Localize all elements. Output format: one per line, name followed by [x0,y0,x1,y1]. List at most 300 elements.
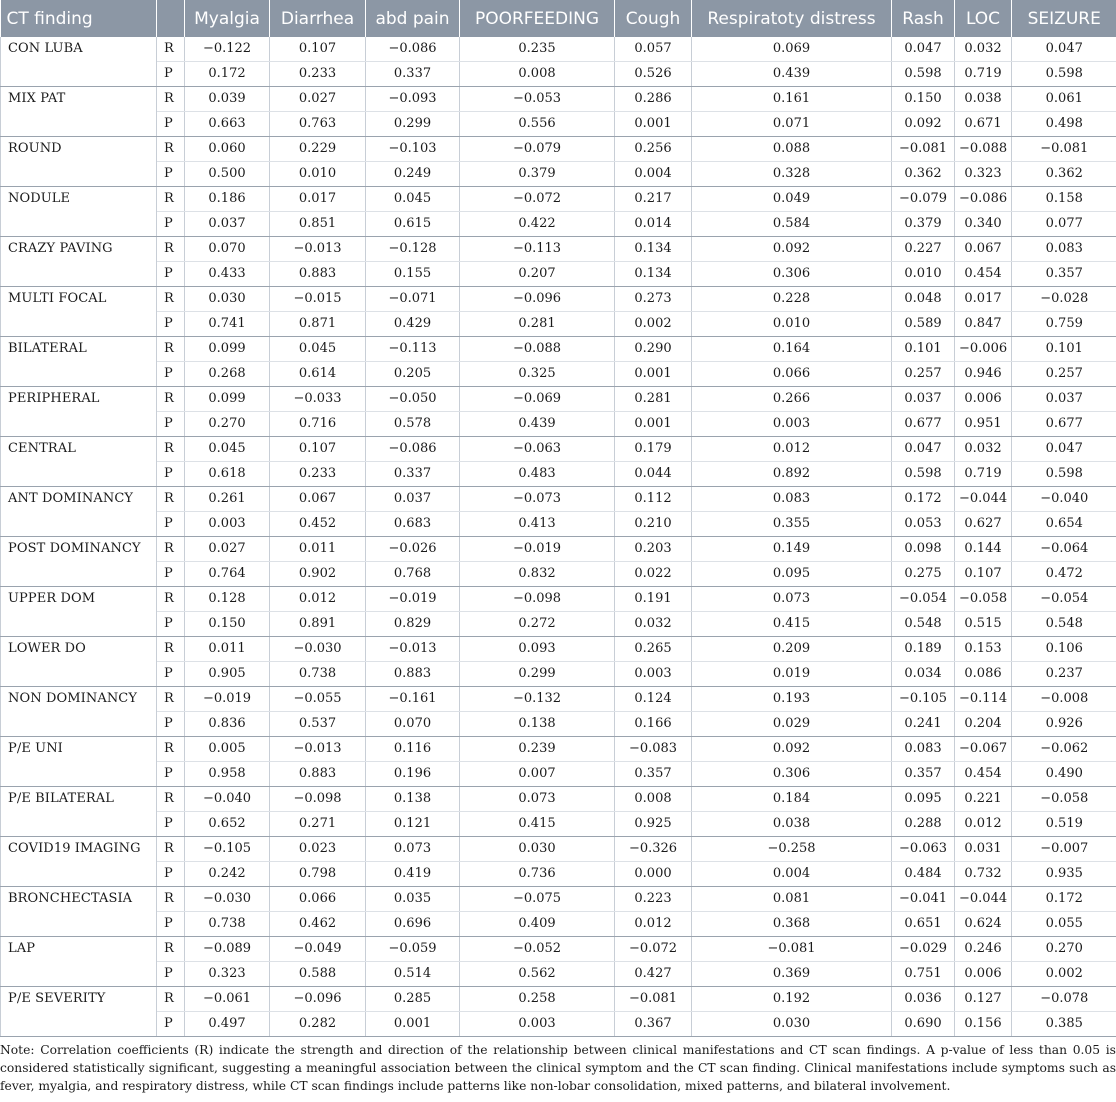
p-value-cell: 0.498 [1012,112,1116,137]
p-value-cell: 0.306 [692,762,892,787]
r-value-cell: −0.015 [270,287,366,312]
p-value-cell: 0.172 [185,62,270,87]
r-value-cell: 0.193 [692,687,892,712]
r-value-cell: −0.072 [615,937,692,962]
r-value-cell: −0.072 [460,187,615,212]
r-value-cell: 0.017 [955,287,1012,312]
r-value-cell: 0.150 [892,87,955,112]
r-value-cell: 0.045 [366,187,460,212]
table-row [1,62,1116,87]
p-value-cell: 0.022 [615,562,692,587]
p-value-cell: 0.537 [270,712,366,737]
r-value-cell: 0.286 [615,87,692,112]
r-value-cell: 0.027 [185,537,270,562]
table-row [1,412,1116,437]
r-value-cell: 0.227 [892,237,955,262]
p-value-cell: 0.578 [366,412,460,437]
r-value-cell: 0.172 [892,487,955,512]
r-value-cell: 0.045 [270,337,366,362]
r-value-cell: 0.112 [615,487,692,512]
p-value-cell: 0.429 [366,312,460,337]
table-row [1,912,1116,937]
table-row [1,512,1116,537]
p-value-cell: 0.452 [270,512,366,537]
table-note: Note: Correlation coefficients (R) indicate the strength and direction of the relationship between clinical manifestations and CT scan findings. A p-value of less than 0.05 is considered statistically significant, suggesting a meaningful association between the clinical symptom and the CT scan finding. Clinical manifestations include symptoms such as fever, myalgia, and respiratory distress, while CT scan findings include patterns like non-lobar consolidation, mixed patterns, and bilateral involvement. [0,1043,1116,1093]
p-value-cell: 0.233 [270,462,366,487]
p-value-cell: 0.935 [1012,862,1116,887]
r-value-cell: 0.228 [692,287,892,312]
table-row [1,1012,1116,1037]
r-value-cell: 0.153 [955,637,1012,662]
r-value-cell: 0.039 [185,87,270,112]
table-row [1,962,1116,987]
r-label: R [157,887,185,912]
r-value-cell: 0.030 [460,837,615,862]
r-value-cell: 0.005 [185,737,270,762]
r-value-cell: −0.081 [692,937,892,962]
r-value-cell: 0.290 [615,337,692,362]
p-value-cell: 0.548 [1012,612,1116,637]
r-value-cell: 0.069 [692,37,892,62]
r-value-cell: 0.239 [460,737,615,762]
p-value-cell: 0.584 [692,212,892,237]
p-value-cell: 0.150 [185,612,270,637]
r-value-cell: −0.050 [366,387,460,412]
p-value-cell: 0.362 [1012,162,1116,187]
p-value-cell: 0.751 [892,962,955,987]
table-row [1,987,1116,1012]
r-value-cell: −0.006 [955,337,1012,362]
r-value-cell: −0.071 [366,287,460,312]
p-value-cell: 0.055 [1012,912,1116,937]
r-value-cell: −0.007 [1012,837,1116,862]
p-value-cell: 0.299 [460,662,615,687]
r-value-cell: −0.054 [892,587,955,612]
r-value-cell: 0.229 [270,137,366,162]
header-cell: abd pain [366,0,460,37]
r-value-cell: 0.192 [692,987,892,1012]
r-value-cell: 0.099 [185,387,270,412]
r-value-cell: 0.023 [270,837,366,862]
table-row [1,162,1116,187]
r-label: R [157,937,185,962]
p-value-cell: 0.155 [366,262,460,287]
r-value-cell: 0.217 [615,187,692,212]
p-value-cell: 0.871 [270,312,366,337]
p-value-cell: 0.019 [692,662,892,687]
p-value-cell: 0.207 [460,262,615,287]
r-value-cell: −0.013 [366,637,460,662]
p-label: P [157,112,185,137]
r-value-cell: −0.061 [185,987,270,1012]
p-value-cell: 0.526 [615,62,692,87]
p-value-cell: 0.044 [615,462,692,487]
table-row [1,262,1116,287]
r-value-cell: −0.044 [955,487,1012,512]
table-row [1,337,1116,362]
p-value-cell: 0.306 [692,262,892,287]
p-value-cell: 0.196 [366,762,460,787]
p-value-cell: 0.427 [615,962,692,987]
p-value-cell: 0.851 [270,212,366,237]
r-value-cell: −0.069 [460,387,615,412]
p-value-cell: 0.166 [615,712,692,737]
r-value-cell: −0.063 [892,837,955,862]
table-row [1,837,1116,862]
table-row [1,462,1116,487]
ct-finding-cell: NON DOMINANCY [1,687,157,737]
r-value-cell: 0.083 [892,737,955,762]
r-value-cell: −0.088 [955,137,1012,162]
p-value-cell: 0.671 [955,112,1012,137]
r-value-cell: −0.067 [955,737,1012,762]
p-value-cell: 0.798 [270,862,366,887]
r-value-cell: −0.053 [460,87,615,112]
p-value-cell: 0.337 [366,62,460,87]
p-value-cell: 0.618 [185,462,270,487]
p-label: P [157,562,185,587]
r-value-cell: −0.081 [615,987,692,1012]
r-value-cell: 0.138 [366,787,460,812]
table-row [1,862,1116,887]
p-label: P [157,312,185,337]
p-value-cell: 0.832 [460,562,615,587]
r-value-cell: 0.221 [955,787,1012,812]
p-value-cell: 0.004 [692,862,892,887]
r-label: R [157,837,185,862]
p-value-cell: 0.472 [1012,562,1116,587]
p-value-cell: 0.732 [955,862,1012,887]
ct-finding-cell: P/E UNI [1,737,157,787]
r-value-cell: 0.127 [955,987,1012,1012]
p-value-cell: 0.004 [615,162,692,187]
p-label: P [157,262,185,287]
p-value-cell: 0.357 [892,762,955,787]
r-value-cell: −0.052 [460,937,615,962]
p-value-cell: 0.156 [955,1012,1012,1037]
p-value-cell: 0.007 [460,762,615,787]
r-value-cell: −0.105 [892,687,955,712]
table-row [1,437,1116,462]
header-cell: SEIZURE [1012,0,1116,37]
p-label: P [157,812,185,837]
header-row [1,0,1116,37]
p-value-cell: 0.092 [892,112,955,137]
p-value-cell: 0.032 [615,612,692,637]
r-value-cell: 0.012 [692,437,892,462]
r-value-cell: 0.261 [185,487,270,512]
r-value-cell: 0.209 [692,637,892,662]
p-value-cell: 0.497 [185,1012,270,1037]
p-label: P [157,512,185,537]
p-value-cell: 0.010 [892,262,955,287]
r-value-cell: 0.149 [692,537,892,562]
table-row [1,562,1116,587]
table-row [1,637,1116,662]
p-value-cell: 0.325 [460,362,615,387]
r-value-cell: 0.164 [692,337,892,362]
p-value-cell: 0.233 [270,62,366,87]
r-value-cell: −0.086 [366,437,460,462]
r-label: R [157,137,185,162]
p-value-cell: 0.883 [366,662,460,687]
p-value-cell: 0.663 [185,112,270,137]
p-value-cell: 0.000 [615,862,692,887]
p-value-cell: 0.439 [460,412,615,437]
p-value-cell: 0.323 [185,962,270,987]
p-value-cell: 0.282 [270,1012,366,1037]
r-value-cell: 0.273 [615,287,692,312]
r-value-cell: 0.266 [692,387,892,412]
r-value-cell: 0.008 [615,787,692,812]
r-value-cell: 0.048 [892,287,955,312]
r-value-cell: 0.258 [460,987,615,1012]
p-value-cell: 0.012 [615,912,692,937]
table-row [1,187,1116,212]
r-value-cell: −0.030 [185,887,270,912]
header-cell: POORFEEDING [460,0,615,37]
p-value-cell: 0.690 [892,1012,955,1037]
p-value-cell: 0.651 [892,912,955,937]
p-value-cell: 0.891 [270,612,366,637]
r-value-cell: 0.011 [185,637,270,662]
p-value-cell: 0.439 [692,62,892,87]
r-value-cell: 0.101 [1012,337,1116,362]
p-value-cell: 0.288 [892,812,955,837]
p-value-cell: 0.847 [955,312,1012,337]
r-value-cell: 0.246 [955,937,1012,962]
table-body [1,37,1116,1037]
header-cell: LOC [955,0,1012,37]
table-row [1,787,1116,812]
r-value-cell: 0.172 [1012,887,1116,912]
p-value-cell: 0.413 [460,512,615,537]
r-value-cell: 0.116 [366,737,460,762]
r-label: R [157,387,185,412]
p-value-cell: 0.257 [892,362,955,387]
r-value-cell: −0.028 [1012,287,1116,312]
p-label: P [157,712,185,737]
table-row [1,887,1116,912]
r-value-cell: −0.008 [1012,687,1116,712]
p-value-cell: 0.107 [955,562,1012,587]
p-value-cell: 0.716 [270,412,366,437]
r-value-cell: 0.012 [270,587,366,612]
r-value-cell: −0.026 [366,537,460,562]
p-value-cell: 0.379 [460,162,615,187]
r-value-cell: 0.134 [615,237,692,262]
r-value-cell: 0.270 [1012,937,1116,962]
p-value-cell: 0.271 [270,812,366,837]
table-row [1,587,1116,612]
p-value-cell: 0.204 [955,712,1012,737]
r-label: R [157,437,185,462]
r-value-cell: 0.031 [955,837,1012,862]
r-value-cell: 0.073 [692,587,892,612]
r-value-cell: −0.044 [955,887,1012,912]
p-value-cell: 0.589 [892,312,955,337]
p-value-cell: 0.003 [615,662,692,687]
table-row [1,537,1116,562]
r-value-cell: −0.098 [270,787,366,812]
r-value-cell: −0.040 [185,787,270,812]
table-row [1,87,1116,112]
p-value-cell: 0.951 [955,412,1012,437]
r-value-cell: −0.063 [460,437,615,462]
p-label: P [157,362,185,387]
r-value-cell: 0.017 [270,187,366,212]
r-value-cell: 0.088 [692,137,892,162]
p-value-cell: 0.134 [615,262,692,287]
p-label: P [157,162,185,187]
r-value-cell: −0.114 [955,687,1012,712]
header-cell: Myalgia [185,0,270,37]
table-row [1,487,1116,512]
p-value-cell: 0.652 [185,812,270,837]
r-value-cell: 0.011 [270,537,366,562]
r-value-cell: −0.079 [460,137,615,162]
r-value-cell: 0.006 [955,387,1012,412]
ct-finding-cell: COVID19 IMAGING [1,837,157,887]
p-value-cell: 0.034 [892,662,955,687]
p-value-cell: 0.768 [366,562,460,587]
r-value-cell: 0.095 [892,787,955,812]
r-value-cell: 0.030 [185,287,270,312]
p-value-cell: 0.736 [460,862,615,887]
p-value-cell: 0.323 [955,162,1012,187]
p-value-cell: 0.763 [270,112,366,137]
ct-finding-cell: POST DOMINANCY [1,537,157,587]
header-ct-finding: CT finding [1,0,157,37]
p-value-cell: 0.242 [185,862,270,887]
r-label: R [157,637,185,662]
p-value-cell: 0.454 [955,762,1012,787]
p-label: P [157,762,185,787]
p-value-cell: 0.368 [692,912,892,937]
table-row [1,112,1116,137]
r-value-cell: 0.036 [892,987,955,1012]
p-value-cell: 0.003 [185,512,270,537]
r-value-cell: 0.067 [955,237,1012,262]
r-value-cell: −0.013 [270,737,366,762]
p-value-cell: 0.738 [185,912,270,937]
p-value-cell: 0.038 [692,812,892,837]
p-label: P [157,62,185,87]
p-value-cell: 0.829 [366,612,460,637]
ct-finding-cell: MIX PAT [1,87,157,137]
r-value-cell: 0.067 [270,487,366,512]
r-value-cell: 0.081 [692,887,892,912]
p-value-cell: 0.237 [1012,662,1116,687]
p-value-cell: 0.367 [615,1012,692,1037]
p-value-cell: 0.683 [366,512,460,537]
p-value-cell: 0.624 [955,912,1012,937]
table-row [1,762,1116,787]
p-value-cell: 0.519 [1012,812,1116,837]
r-value-cell: −0.105 [185,837,270,862]
header-cell: Rash [892,0,955,37]
r-value-cell: −0.058 [955,587,1012,612]
r-value-cell: −0.122 [185,37,270,62]
ct-finding-cell: LOWER DO [1,637,157,687]
p-value-cell: 0.696 [366,912,460,937]
p-label: P [157,212,185,237]
r-value-cell: −0.019 [185,687,270,712]
p-value-cell: 0.001 [615,412,692,437]
ct-finding-cell: CENTRAL [1,437,157,487]
ct-finding-cell: CON LUBA [1,37,157,87]
ct-finding-cell: UPPER DOM [1,587,157,637]
r-value-cell: 0.223 [615,887,692,912]
p-value-cell: 0.257 [1012,362,1116,387]
r-label: R [157,87,185,112]
r-value-cell: 0.101 [892,337,955,362]
r-value-cell: −0.089 [185,937,270,962]
r-value-cell: −0.113 [366,337,460,362]
p-value-cell: 0.010 [270,162,366,187]
r-label: R [157,687,185,712]
r-value-cell: −0.078 [1012,987,1116,1012]
p-value-cell: 0.588 [270,962,366,987]
p-value-cell: 0.066 [692,362,892,387]
p-value-cell: 0.902 [270,562,366,587]
p-value-cell: 0.121 [366,812,460,837]
r-value-cell: −0.064 [1012,537,1116,562]
r-value-cell: 0.189 [892,637,955,662]
r-value-cell: −0.088 [460,337,615,362]
p-value-cell: 0.337 [366,462,460,487]
table-row [1,612,1116,637]
p-value-cell: 0.095 [692,562,892,587]
r-value-cell: −0.073 [460,487,615,512]
p-value-cell: 0.086 [955,662,1012,687]
r-value-cell: −0.041 [892,887,955,912]
r-value-cell: −0.030 [270,637,366,662]
table-row [1,812,1116,837]
ct-finding-cell: CRAZY PAVING [1,237,157,287]
ct-finding-cell: NODULE [1,187,157,237]
r-value-cell: 0.161 [692,87,892,112]
r-value-cell: −0.049 [270,937,366,962]
p-value-cell: 0.946 [955,362,1012,387]
r-value-cell: 0.061 [1012,87,1116,112]
p-label: P [157,462,185,487]
r-value-cell: 0.073 [366,837,460,862]
p-value-cell: 0.010 [692,312,892,337]
p-value-cell: 0.905 [185,662,270,687]
p-value-cell: 0.268 [185,362,270,387]
r-value-cell: 0.083 [692,487,892,512]
r-value-cell: −0.062 [1012,737,1116,762]
ct-finding-cell: P/E BILATERAL [1,787,157,837]
p-value-cell: 0.077 [1012,212,1116,237]
p-label: P [157,912,185,937]
r-value-cell: −0.086 [366,37,460,62]
r-value-cell: 0.128 [185,587,270,612]
p-value-cell: 0.614 [270,362,366,387]
p-value-cell: 0.415 [460,812,615,837]
p-value-cell: 0.483 [460,462,615,487]
r-value-cell: 0.037 [366,487,460,512]
p-value-cell: 0.070 [366,712,460,737]
r-value-cell: −0.096 [270,987,366,1012]
r-value-cell: 0.235 [460,37,615,62]
r-value-cell: 0.186 [185,187,270,212]
r-value-cell: −0.132 [460,687,615,712]
r-value-cell: 0.060 [185,137,270,162]
r-value-cell: −0.098 [460,587,615,612]
p-value-cell: 0.071 [692,112,892,137]
